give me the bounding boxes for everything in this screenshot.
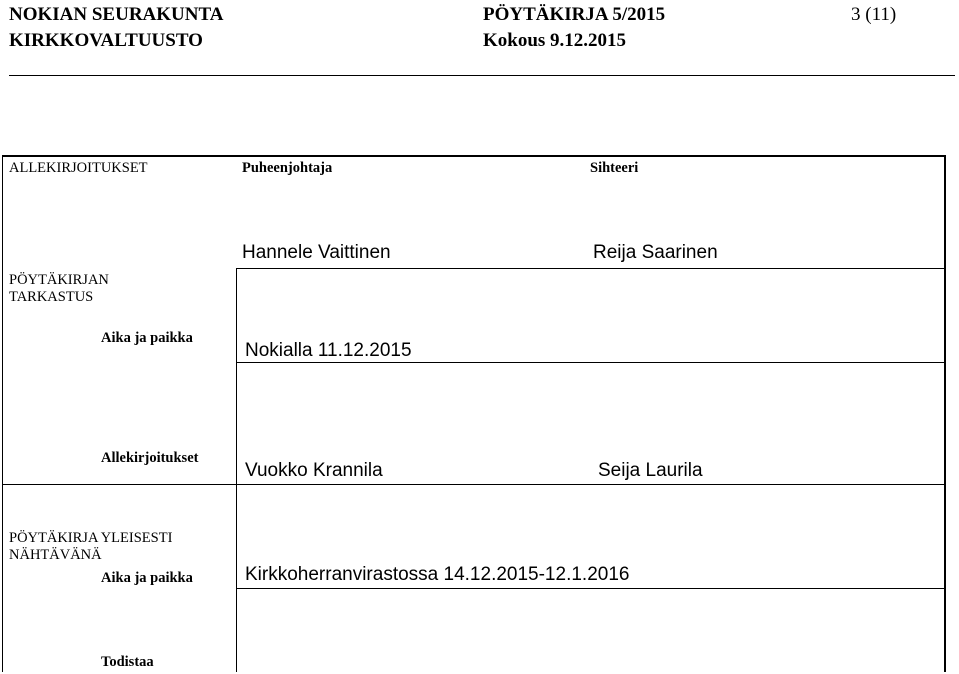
header-rule [9, 75, 955, 76]
organization-body: KIRKKOVALTUUSTO [9, 30, 203, 51]
secretary-name: Reija Saarinen [593, 242, 718, 263]
signatures-section-label: ALLEKIRJOITUKSET [9, 160, 148, 176]
chair-label: Puheenjohtaja [242, 160, 333, 176]
box-left-border [2, 155, 3, 672]
organization-name: NOKIAN SEURAKUNTA [9, 4, 224, 25]
chair-name: Hannele Vaittinen [242, 242, 391, 263]
review-signatures-label: Allekirjoitukset [101, 450, 199, 466]
public-display-label: PÖYTÄKIRJA YLEISESTI NÄHTÄVÄNÄ [9, 530, 173, 563]
reviewer-2-name: Seija Laurila [598, 460, 703, 481]
review-time-place-value: Nokialla 11.12.2015 [245, 340, 412, 361]
column-divider [236, 268, 237, 672]
review-label: PÖYTÄKIRJAN TARKASTUS [9, 272, 109, 305]
chair-signature-line [236, 268, 944, 269]
document-title: PÖYTÄKIRJA 5/2015 [483, 4, 666, 25]
public-time-place-rule [236, 588, 944, 589]
reviewer-1-name: Vuokko Krannila [245, 460, 383, 481]
meeting-date: Kokous 9.12.2015 [483, 30, 627, 51]
review-section-rule [2, 484, 944, 485]
box-top-border [2, 155, 946, 157]
box-right-border [944, 155, 946, 672]
secretary-label: Sihteeri [590, 160, 639, 176]
public-time-place-label: Aika ja paikka [101, 570, 193, 586]
time-place-rule [236, 362, 944, 363]
certify-label: Todistaa [101, 654, 154, 670]
review-time-place-label: Aika ja paikka [101, 330, 193, 346]
page-number: 3 (11) [851, 4, 897, 25]
public-time-place-value: Kirkkoherranvirastossa 14.12.2015-12.1.2016 [245, 564, 630, 585]
